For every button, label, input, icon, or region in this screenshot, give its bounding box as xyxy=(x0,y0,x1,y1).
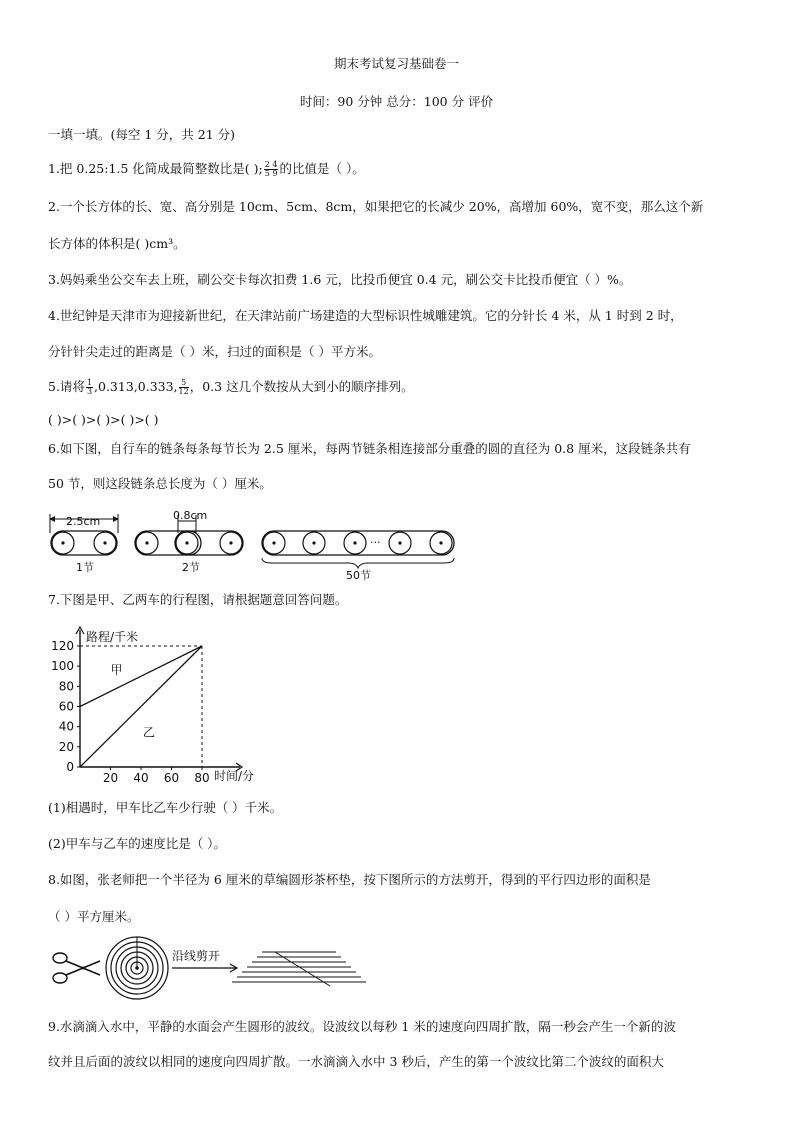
question-4-line-1: 4.世纪钟是天津市为迎接新世纪，在天津站前广场建造的大型标识性城雕建筑。它的分针长 4 米，从 1 时到 2 时， xyxy=(48,308,683,323)
q5-f1-den: 3 xyxy=(86,387,93,396)
question-5 xyxy=(48,379,414,396)
series-line-0 xyxy=(80,646,202,707)
question-9-line-2: 纹并且后面的波纹以相同的速度向四周扩散。一水滴滴入水中 3 秒后，产生的第一个波纹比第二个波纹的面积大 xyxy=(48,1054,664,1069)
section-heading: 一填一填。(每空 1 分，共 21 分) xyxy=(48,127,236,142)
caption-one-link: 1节 xyxy=(76,561,94,574)
series-line-1 xyxy=(80,646,202,767)
chart-axes xyxy=(76,627,254,783)
q5-fraction-2 xyxy=(179,379,189,396)
x-tick-label: 60 xyxy=(163,771,180,785)
x-tick-label: 40 xyxy=(133,771,149,785)
caption-fifty-links: 50节 xyxy=(346,569,371,582)
y-axis-title: 路程/千米 xyxy=(86,630,139,644)
chain-figure xyxy=(0,505,793,580)
question-7-part-2: (2)甲车与乙车的速度比是（ ）。 xyxy=(48,836,226,851)
x-tick-label: 20 xyxy=(102,771,119,785)
y-tick-label: 60 xyxy=(58,699,74,714)
question-5-answer-row: ( )>( )>( )>( )>( ) xyxy=(48,412,159,427)
question-2-line-1: 2.一个长方体的长、宽、高分别是 10cm、5cm、8cm，如果把它的长减少 20%，高增加 60%，宽不变，那么这个新 xyxy=(48,199,704,214)
y-tick-label: 80 xyxy=(58,679,74,694)
chain-label-a: 2.5cm xyxy=(66,515,101,528)
question-9-line-1: 9.水滴滴入水中，平静的水面会产生圆形的波纹。设波纹以每秒 1 米的速度向四周扩散，隔一秒会产生一个新的波 xyxy=(48,1019,676,1034)
scissors-icon xyxy=(53,953,100,983)
q5-text-c: ，0.3 这几个数按从大到小的顺序排列。 xyxy=(189,379,414,394)
y-tick-label: 0 xyxy=(66,760,74,774)
q1-frac-num: 2 4 xyxy=(264,160,278,169)
question-4-line-2: 分针针尖走过的距离是（ ）米，扫过的面积是（ ）平方米。 xyxy=(48,344,381,359)
chain-two-links xyxy=(135,509,243,574)
q1-fraction xyxy=(264,161,279,178)
cut-label: 沿线剪开 xyxy=(172,949,221,963)
x-axis-title: 时间/分 xyxy=(214,769,255,783)
question-6-line-1: 6.如下图，自行车的链条每条每节长为 2.5 厘米，每两节链条相连接部分重叠的圆的直径为 0.8 厘米，这段链条共有 xyxy=(48,441,691,456)
concentric-coaster xyxy=(106,937,168,999)
q5-f2-num: 5 xyxy=(179,379,189,388)
y-tick-label: 100 xyxy=(51,659,74,674)
series-label-1: 乙 xyxy=(142,725,155,740)
y-tick-label: 120 xyxy=(51,639,74,653)
chart-ticks xyxy=(51,639,210,785)
series-label-0: 甲 xyxy=(110,663,123,678)
question-3: 3.妈妈乘坐公交车去上班，刷公交卡每次扣费 1.6 元，比投币便宜 0.4 元，刷公交卡比投币便宜（ ）%。 xyxy=(48,272,632,287)
question-8-line-1: 8.如图，张老师把一个半径为 6 厘米的草编圆形茶杯垫，按下图所示的方法剪开，得到的平行四边形的面积是 xyxy=(48,872,651,887)
coaster-cut-figure xyxy=(0,934,793,1004)
y-tick-label: 20 xyxy=(58,739,74,754)
q1-text-b: 的比值是（ ）。 xyxy=(279,161,365,176)
y-tick-label: 40 xyxy=(58,719,74,734)
cut-arrow xyxy=(172,948,237,972)
q5-text-b: ,0.313,0.333, xyxy=(94,379,178,394)
q5-fraction-1 xyxy=(86,379,93,396)
q1-text-a: 1.把 0.25:1.5 化简成最简整数比是( ); xyxy=(48,161,263,176)
question-2-line-2: 长方体的体积是( )cm³。 xyxy=(48,236,186,251)
chain-ellipsis: ··· xyxy=(370,536,381,549)
question-6-line-2: 50 节，则这段链条总长度为（ ）厘米。 xyxy=(48,476,272,491)
distance-time-chart xyxy=(0,622,300,787)
q5-f2-den: 12 xyxy=(178,387,189,396)
exam-info: 时间：90 分钟 总分：100 分 评价 xyxy=(299,94,494,109)
question-7: 7.下图是甲、乙两车的行程图，请根据题意回答问题。 xyxy=(48,592,348,607)
chain-label-b: 0.8cm xyxy=(173,509,208,522)
question-1 xyxy=(48,161,365,178)
caption-two-links: 2节 xyxy=(182,561,200,574)
chain-fifty-links xyxy=(262,531,454,582)
q5-text-a: 5.请将 xyxy=(48,379,85,394)
chart-series xyxy=(80,646,202,767)
page-title: 期末考试复习基础卷一 xyxy=(333,56,459,71)
parallelogram-strips xyxy=(232,952,366,986)
chain-one-link xyxy=(50,514,118,574)
q5-f1-num: 1 xyxy=(86,378,93,387)
question-8-line-2: （ ）平方厘米。 xyxy=(48,909,140,924)
question-7-part-1: (1)相遇时，甲车比乙车少行驶（ ）千米。 xyxy=(48,800,283,815)
x-tick-label: 80 xyxy=(194,771,210,785)
q1-frac-den: 5 9 xyxy=(264,169,278,178)
